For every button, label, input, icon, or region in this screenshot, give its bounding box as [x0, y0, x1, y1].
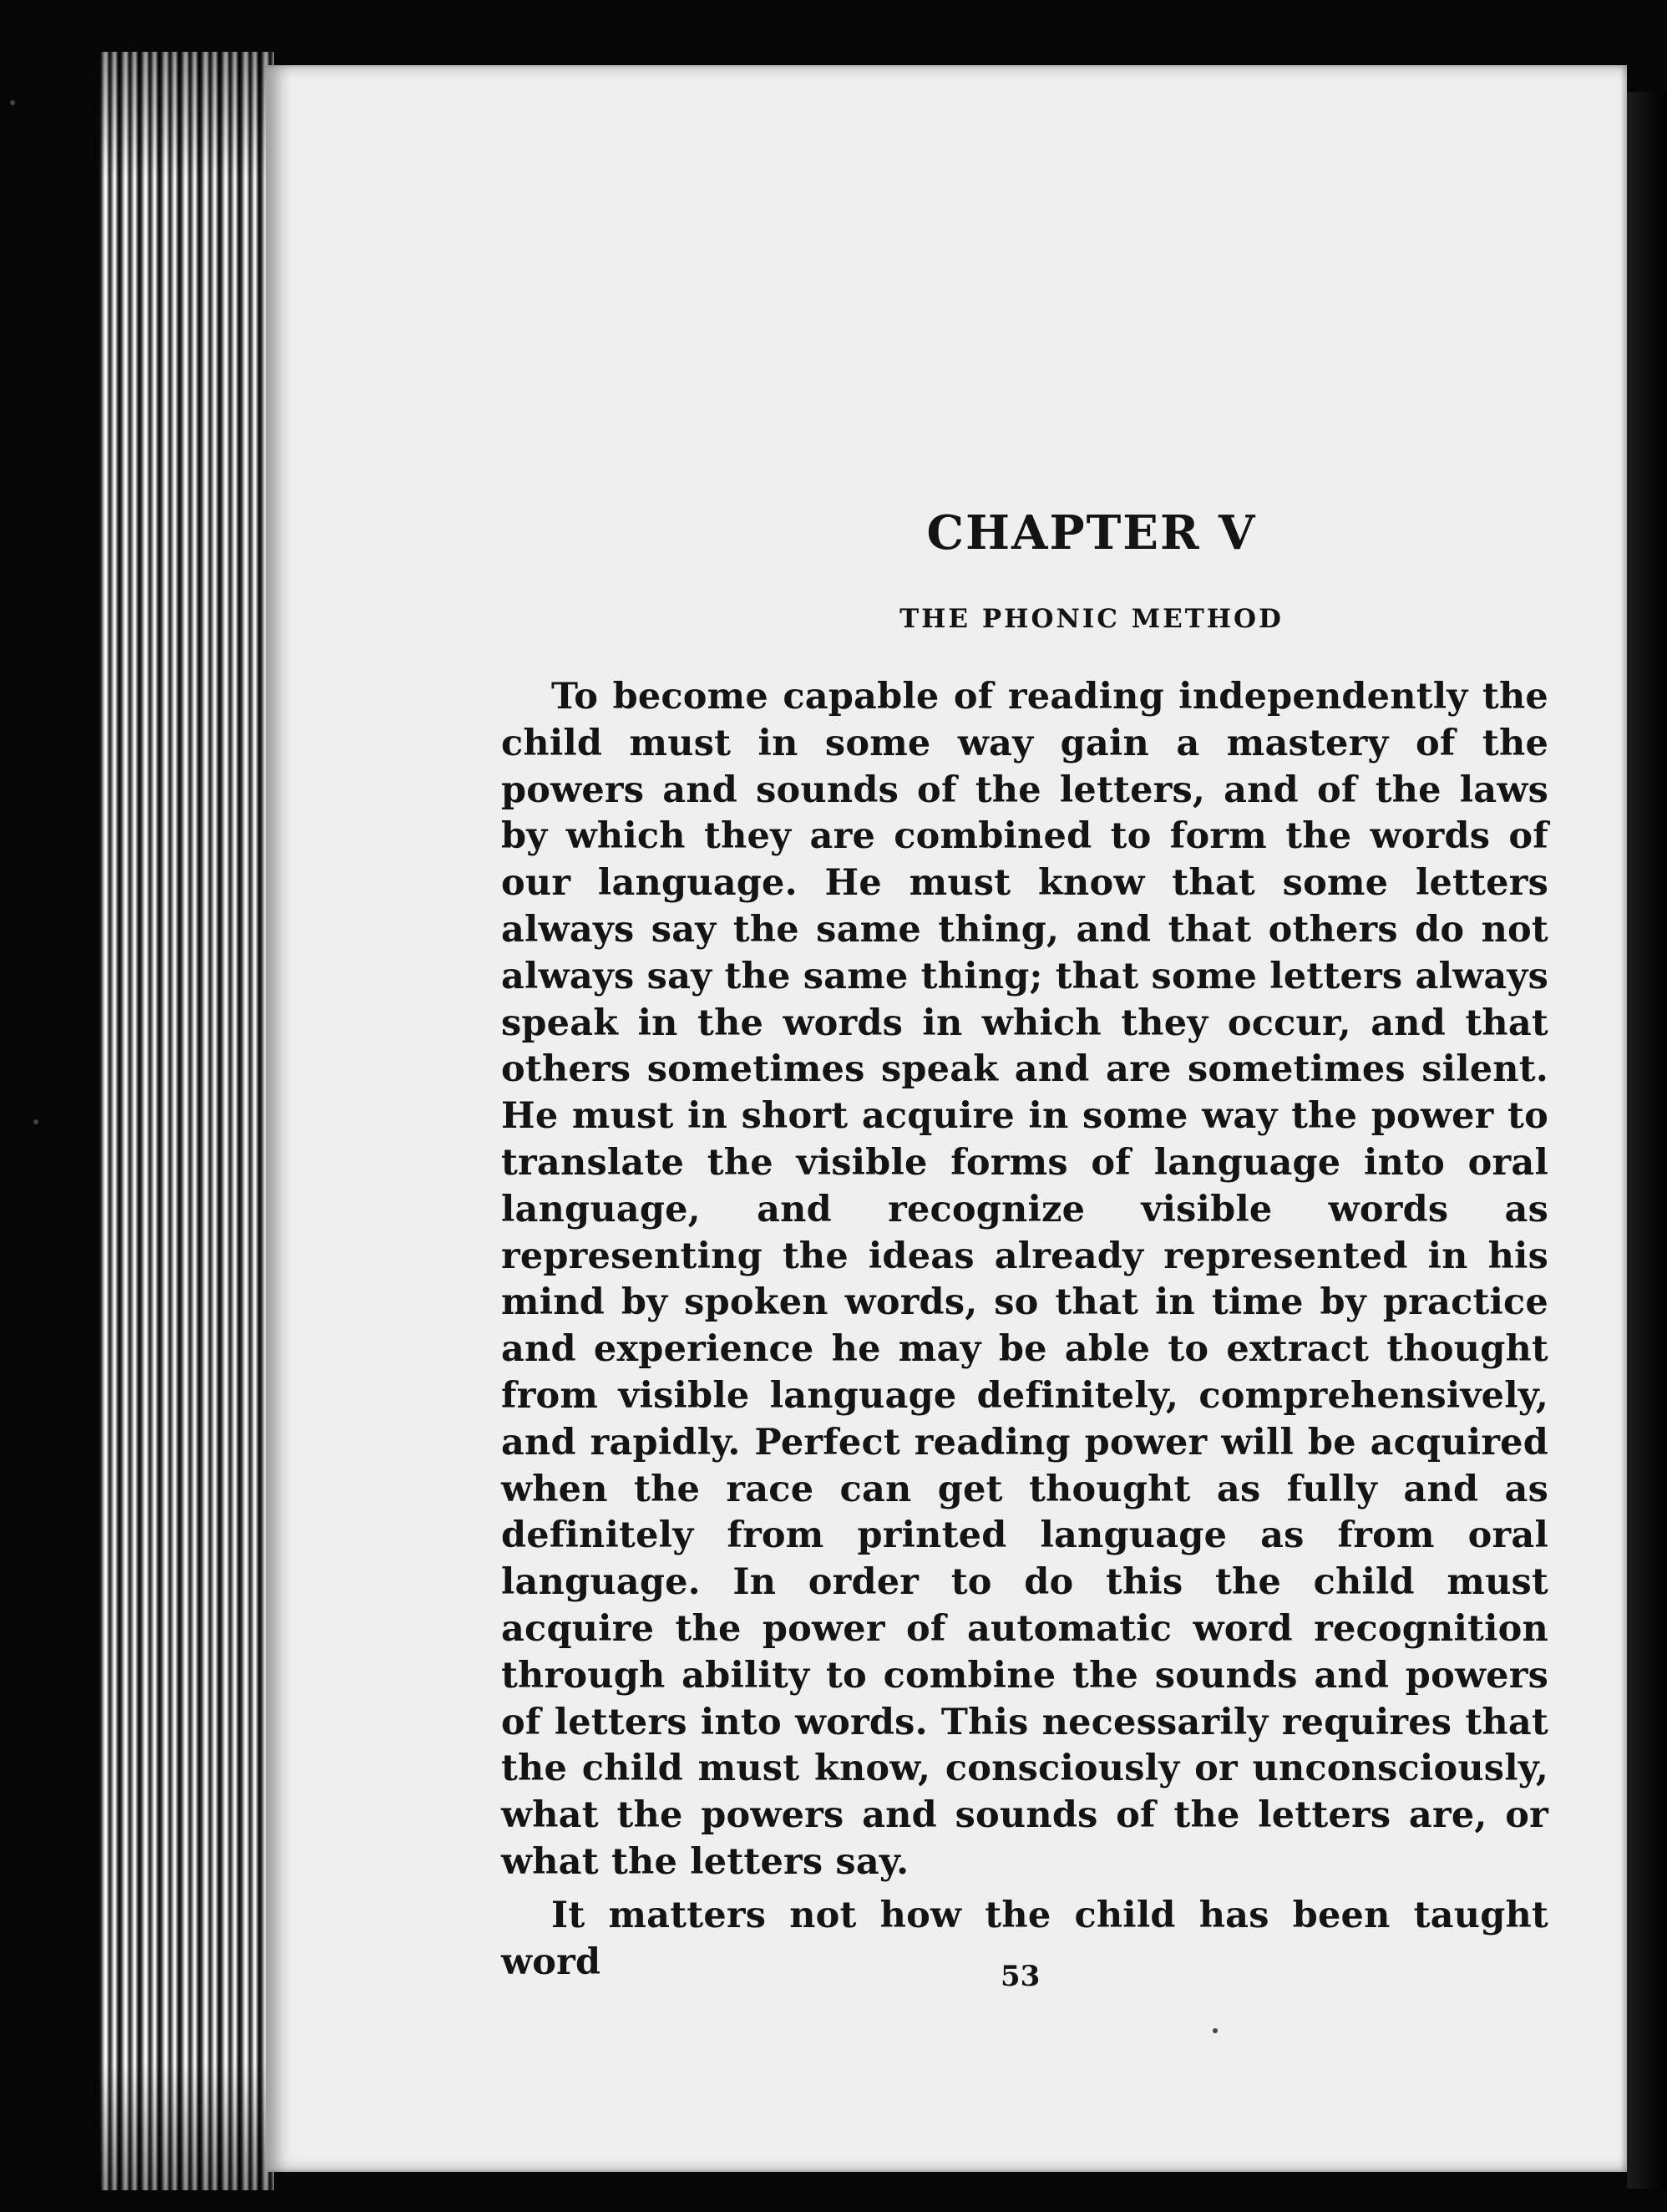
body-paragraph-1: To become capable of reading independently the child must in some way gain a mastery of the powers and sounds of the letters, and of the laws by which they are combined to form the words of our language. He must know that some letters always say the same thing, and that others do not always say the same thing; that some letters always speak in the words in which they occur, and that others sometimes speak and are sometimes silent. He must in short acquire in some way the power to translate the visible forms of language into oral language, and recognize visible words as representing the ideas already represented in his mind by spoken words, so that in time by practice and experience he may be able to extract thought from visible language definitely, comprehensively, and rapidly. Perfect reading power will be acquired when the race can get thought as fully and as definitely from printed language as from oral language. In order to do this the child must acquire the power of automatic word recognition through ability to combine the sounds and powers of letters into words. This necessarily requires that the child must know, consciously or unconsciously, what the powers and sounds of the letters are, or what the letters say. — [501, 676, 1548, 1883]
chapter-heading: CHAPTER V — [926, 505, 1257, 561]
body-paragraph-2: It matters not how the child has been taught word — [501, 1894, 1548, 1983]
scan-speck — [10, 100, 15, 105]
scan-speck — [1213, 2028, 1218, 2033]
page-shadow — [1627, 92, 1667, 2189]
page-text-block — [501, 505, 1548, 1986]
scan-speck — [33, 1119, 38, 1124]
section-heading: THE PHONIC METHOD — [899, 604, 1284, 634]
book-page-edges — [99, 52, 274, 2190]
page-number: 53 — [1001, 1960, 1041, 1993]
